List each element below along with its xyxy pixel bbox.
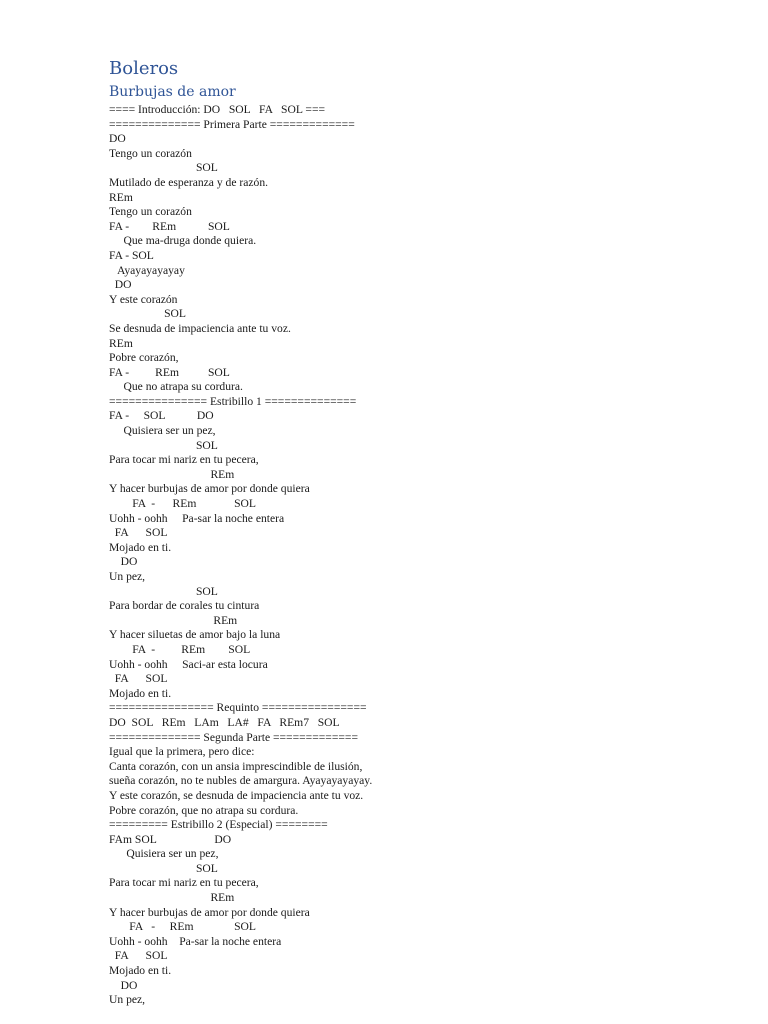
song-line: Pobre corazón, (109, 351, 179, 365)
song-line: Para tocar mi nariz en tu pecera, (109, 453, 259, 467)
song-line: FA - REm SOL (109, 642, 251, 656)
song-line: FA - REm SOL (109, 365, 230, 379)
song-line: Quisiera ser un pez, (109, 847, 219, 861)
song-line: Pobre corazón, que no atrapa su cordura. (109, 803, 299, 817)
song-line: FA SOL (109, 672, 168, 686)
song-line: Un pez, (109, 570, 146, 583)
song-line: Y hacer burbujas de amor por donde quiera (109, 482, 310, 496)
song-line: Tengo un corazón (109, 205, 192, 219)
song-line: SOL (109, 584, 218, 598)
song-line: Para bordar de corales tu cintura (109, 599, 260, 613)
song-line: ==== Introducción: DO SOL FA SOL === (109, 103, 326, 116)
song-line: DO (109, 978, 138, 992)
song-line: ========= Estribillo 2 (Especial) ======== (109, 818, 328, 832)
song-line: Quisiera ser un pez, (109, 424, 216, 438)
song-line: Uohh - oohh Pa-sar la noche entera (109, 511, 285, 525)
song-line: Para tocar mi nariz en tu pecera, (109, 876, 259, 890)
song-line: Mojado en ti. (109, 540, 172, 554)
song-body (109, 103, 729, 1008)
song-line: FA - REm SOL (109, 219, 230, 233)
song-line: Se desnuda de impaciencia ante tu voz. (109, 321, 291, 335)
song-line: FA - REm SOL (109, 920, 256, 934)
song-line: Y este corazón, se desnuda de impaciencia ante tu voz. (109, 788, 364, 802)
song-line: ================ Requinto ================ (109, 701, 367, 715)
song-line: Mojado en ti. (109, 686, 172, 700)
song-line: REm (109, 467, 235, 481)
song-line: FA - SOL (109, 248, 154, 262)
song-line: REm (109, 336, 133, 350)
document-title: Boleros (109, 58, 179, 79)
song-line: ============== Segunda Parte ============= (109, 730, 358, 744)
song-line: =============== Estribillo 1 ============== (109, 394, 357, 408)
song-line: Tengo un corazón (109, 146, 192, 160)
song-line: FA - REm SOL (109, 497, 256, 511)
song-line: FA - SOL DO (109, 409, 214, 423)
song-line: FA SOL (109, 526, 168, 540)
song-line: Y este corazón (109, 292, 178, 306)
document-page (109, 58, 729, 1008)
song-line: Y hacer burbujas de amor por donde quiera (109, 905, 310, 919)
song-line: Uohh - oohh Saci-ar esta locura (109, 657, 268, 671)
song-line: DO (109, 278, 132, 292)
song-line: Que ma-druga donde quiera. (109, 234, 257, 248)
song-line: REm (109, 891, 235, 905)
song-line: Que no atrapa su cordura. (109, 380, 243, 394)
song-line: SOL (109, 438, 218, 452)
song-line: Ayayayayayay (109, 263, 185, 277)
song-line: DO (109, 555, 138, 569)
song-line: FA SOL (109, 949, 168, 963)
song-line: DO (109, 132, 126, 146)
song-line: Y hacer siluetas de amor bajo la luna (109, 628, 281, 642)
song-line: Un pez, (109, 993, 146, 1007)
song-line: REm (109, 613, 238, 627)
song-line: SOL (109, 161, 218, 175)
song-line: Canta corazón, con un ansia imprescindible de ilusión, (109, 759, 363, 773)
song-line: Uohh - oohh Pa-sar la noche entera (109, 934, 282, 948)
song-line: FAm SOL DO (109, 832, 232, 846)
song-line: ============== Primera Parte ============= (109, 117, 355, 131)
song-line: REm (109, 190, 133, 204)
song-line: sueña corazón, no te nubles de amargura. Ayayayayayay. (109, 774, 373, 788)
song-line: SOL (109, 861, 218, 875)
song-line: Mutilado de esperanza y de razón. (109, 175, 269, 189)
song-title: Burbujas de amor (109, 84, 236, 100)
song-line: Mojado en ti. (109, 964, 172, 978)
song-line: SOL (109, 307, 186, 321)
song-line: DO SOL REm LAm LA# FA REm7 SOL (109, 715, 340, 729)
song-line: Igual que la primera, pero dice: (109, 745, 255, 759)
